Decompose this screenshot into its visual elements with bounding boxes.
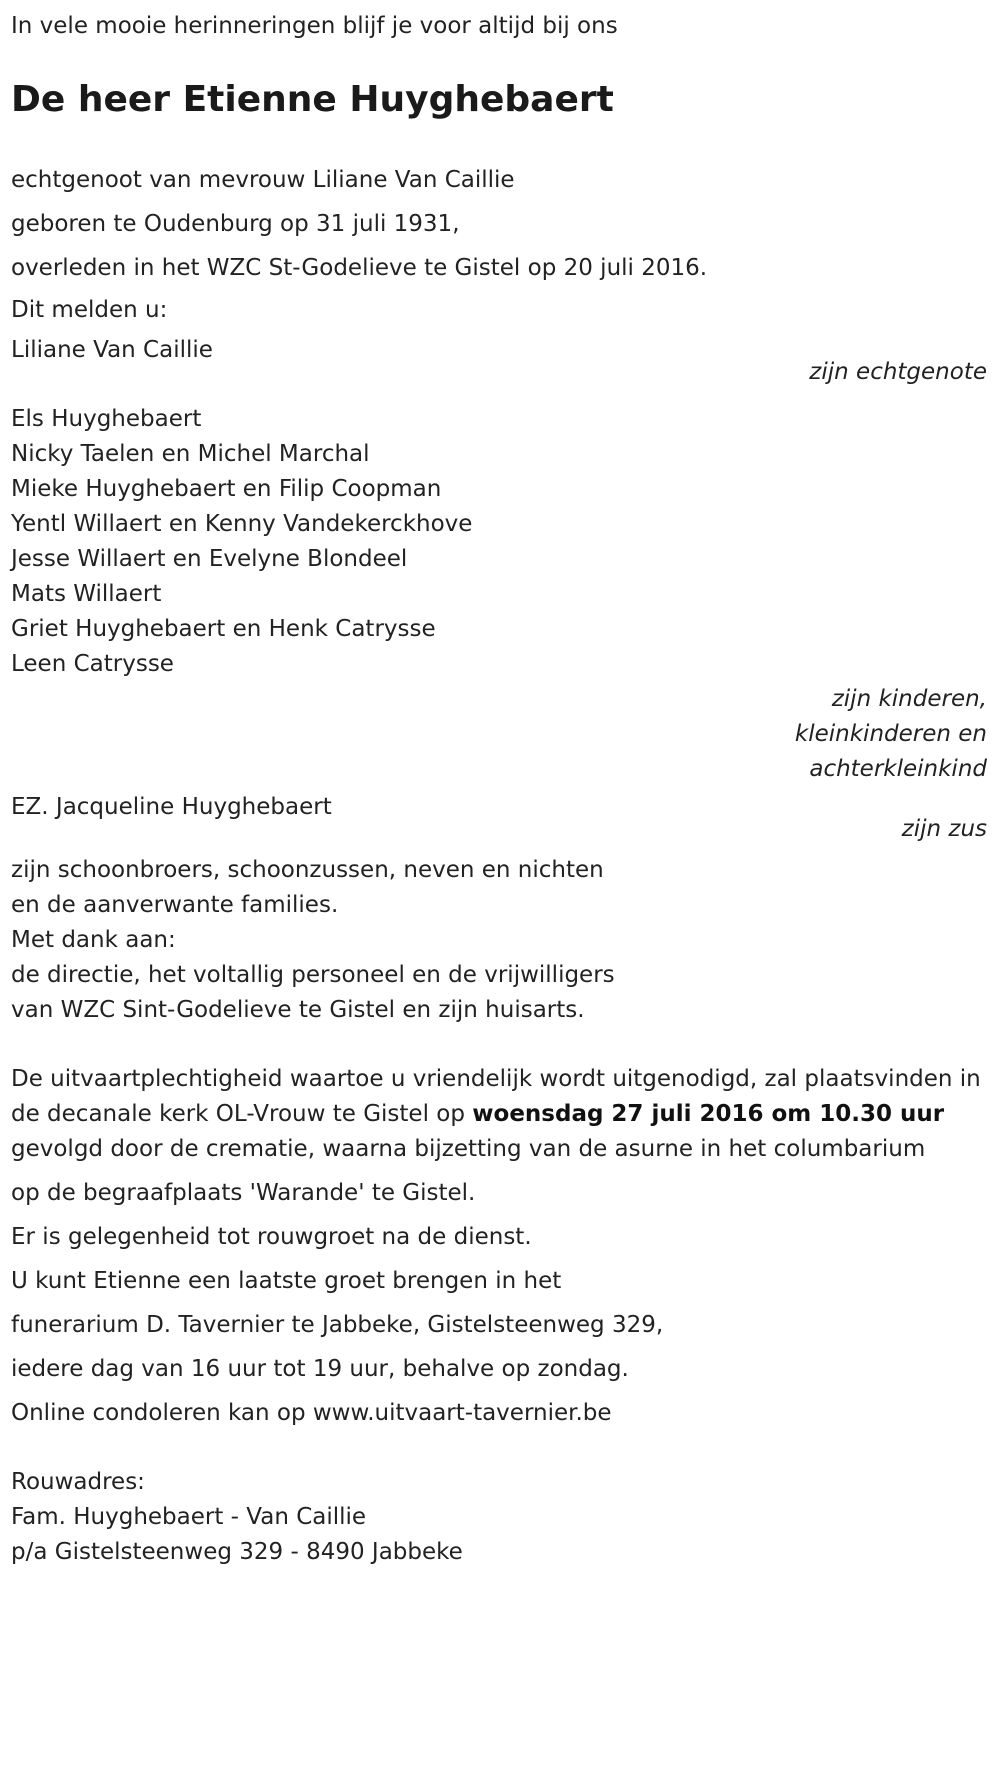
funeral-text-before: De uitvaartplechtigheid waartoe u vriendelijk wordt uitgenodigd, zal plaatsvinden in de decanale kerk OL-Vrouw te Gistel op <box>11 1066 981 1127</box>
children-block <box>11 402 993 787</box>
child-name: Mats Willaert <box>11 581 162 607</box>
details-block <box>11 158 993 290</box>
funeral-date-time: woensdag 27 juli 2016 om 10.30 uur <box>472 1101 945 1127</box>
address-line: Fam. Huyghebaert - Van Caillie <box>11 1504 367 1530</box>
children-role-line: achterkleinkind <box>809 756 987 782</box>
info-line: iedere dag van 16 uur tot 19 uur, behalve op zondag. <box>11 1356 629 1382</box>
child-name: Yentl Willaert en Kenny Vandekerckhove <box>11 511 473 537</box>
detail-death-line: overleden in het WZC St-Godelieve te Gistel op 20 juli 2016. <box>11 255 708 281</box>
info-line: Er is gelegenheid tot rouwgroet na de dienst. <box>11 1224 532 1250</box>
relatives-block <box>11 853 993 1028</box>
child-name: Els Huyghebaert <box>11 406 202 432</box>
address-label: Rouwadres: <box>11 1469 145 1495</box>
sister-role: zijn zus <box>901 816 987 842</box>
address-block <box>11 1465 993 1570</box>
thanks-line: de directie, het voltallig personeel en de vrijwilligers <box>11 962 615 988</box>
child-name: Leen Catrysse <box>11 651 174 677</box>
detail-birth-line: geboren te Oudenburg op 31 juli 1931, <box>11 211 460 237</box>
sister-block <box>11 787 993 849</box>
spouse-block <box>11 330 993 392</box>
relatives-line: zijn schoonbroers, schoonzussen, neven en nichten <box>11 857 604 883</box>
child-name: Jesse Willaert en Evelyne Blondeel <box>11 546 408 572</box>
relatives-line: en de aanverwante families. <box>11 892 339 918</box>
deceased-name: De heer Etienne Huyghebaert <box>11 79 614 120</box>
thanks-label: Met dank aan: <box>11 927 176 953</box>
funeral-text-after: gevolgd door de crematie, waarna bijzetting van de asurne in het columbarium <box>11 1136 926 1162</box>
obituary-content <box>11 0 993 1570</box>
child-name: Griet Huyghebaert en Henk Catrysse <box>11 616 436 642</box>
children-role-line: kleinkinderen en <box>794 721 987 747</box>
child-name: Nicky Taelen en Michel Marchal <box>11 441 370 467</box>
funeral-paragraph <box>11 1062 986 1167</box>
child-name: Mieke Huyghebaert en Filip Coopman <box>11 476 442 502</box>
intro-text: In vele mooie herinneringen blijf je voor altijd bij ons <box>11 13 618 39</box>
children-role-line: zijn kinderen, <box>831 686 987 712</box>
condolence-line: Online condoleren kan op www.uitvaart-tavernier.be <box>11 1400 612 1426</box>
info-line: op de begraafplaats 'Warande' te Gistel. <box>11 1180 476 1206</box>
thanks-line: van WZC Sint-Godelieve te Gistel en zijn huisarts. <box>11 997 585 1023</box>
announce-label: Dit melden u: <box>11 297 168 323</box>
spouse-role: zijn echtgenote <box>809 359 987 385</box>
detail-spouse-line: echtgenoot van mevrouw Liliane Van Caillie <box>11 167 515 193</box>
address-line: p/a Gistelsteenweg 329 - 8490 Jabbeke <box>11 1539 463 1565</box>
info-block <box>11 1171 993 1435</box>
spouse-name: Liliane Van Caillie <box>11 337 213 363</box>
info-line: U kunt Etienne een laatste groet brengen in het <box>11 1268 562 1294</box>
sister-name: EZ. Jacqueline Huyghebaert <box>11 794 332 820</box>
info-line: funerarium D. Tavernier te Jabbeke, Gistelsteenweg 329, <box>11 1312 664 1338</box>
